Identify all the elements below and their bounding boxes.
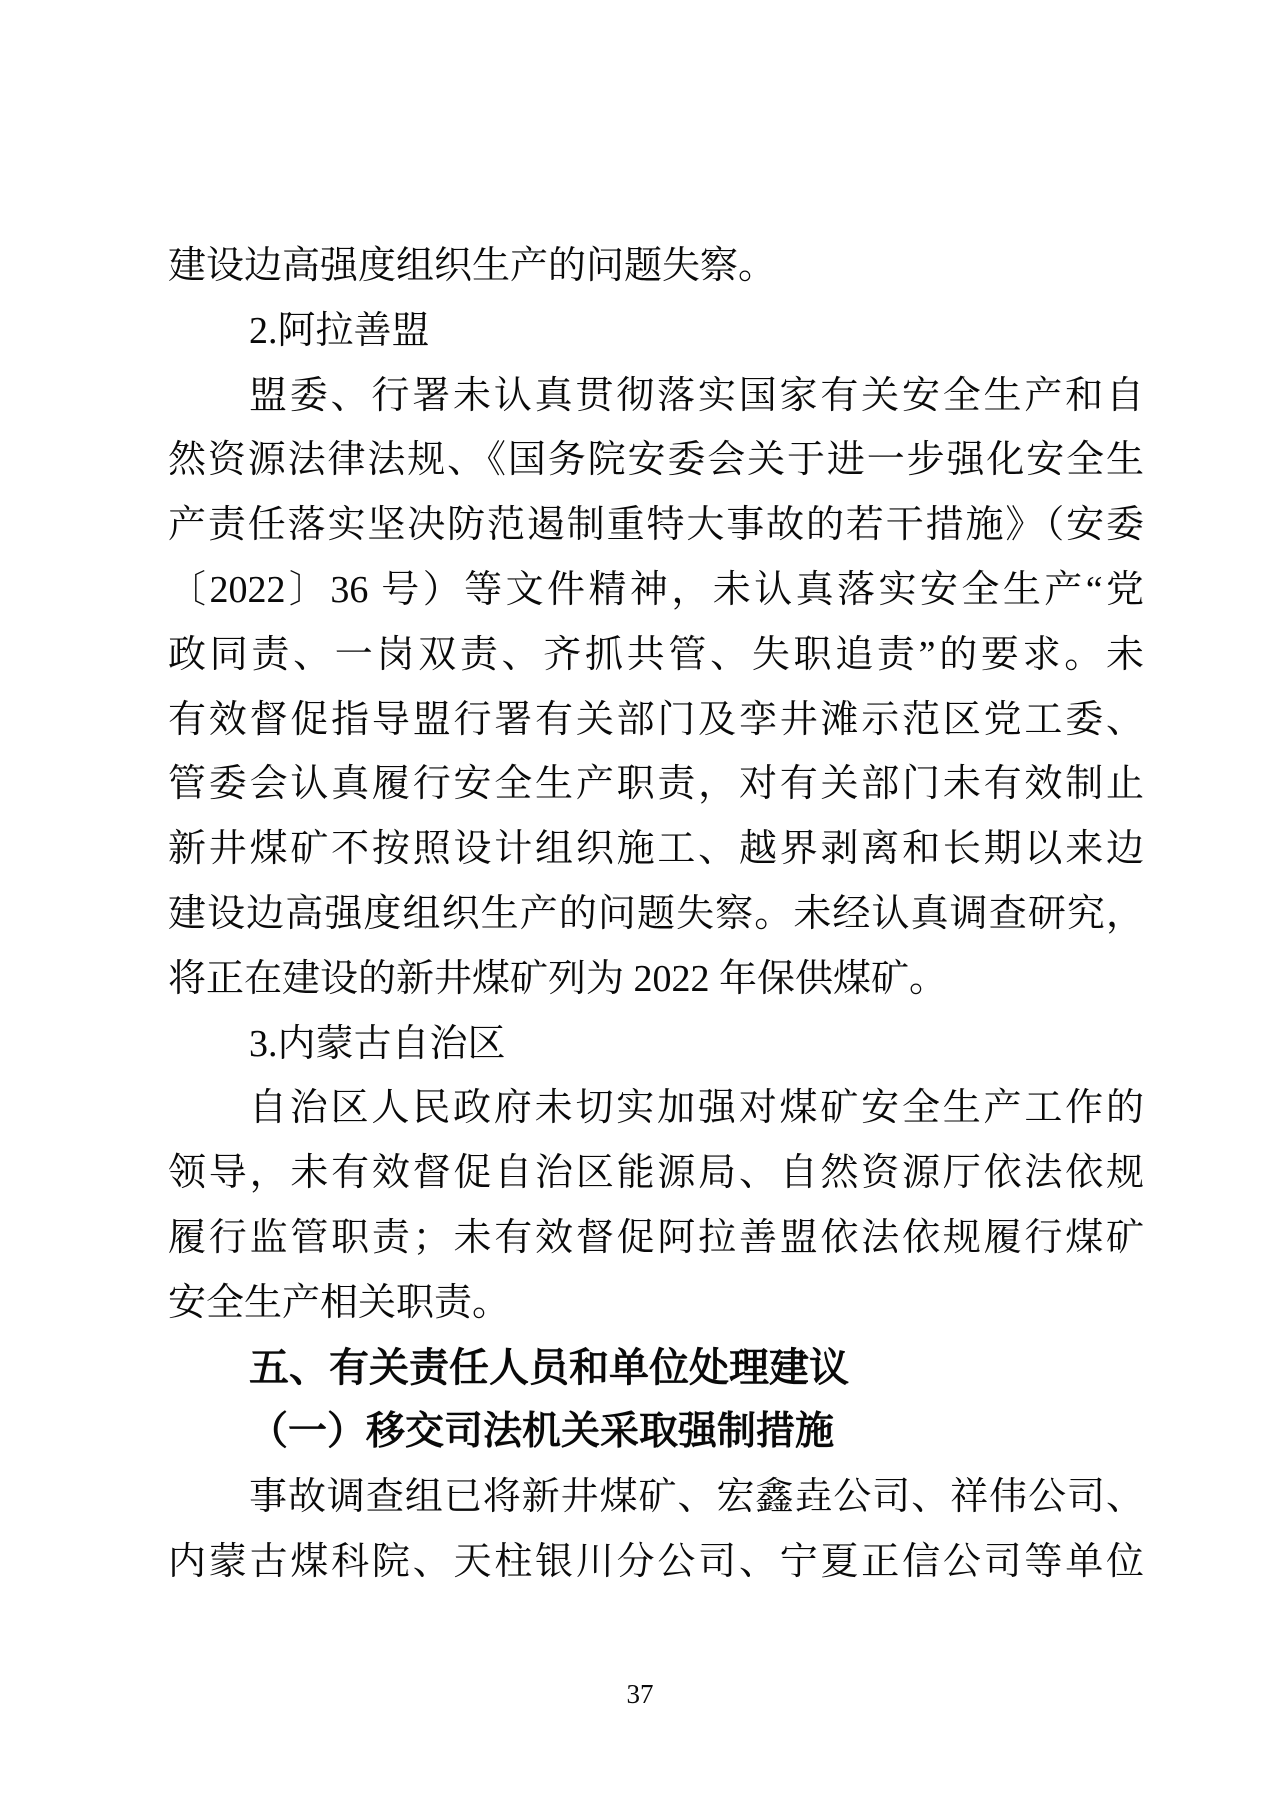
body-line: 政同责、一岗双责、齐抓共管、失职追责”的要求。未 <box>168 633 1144 676</box>
body-line: 安全生产相关职责。 <box>168 1281 511 1324</box>
page-number: 37 <box>626 1679 654 1709</box>
body-line: 〔2022〕36 号）等文件精神，未认真落实安全生产“党 <box>168 568 1144 611</box>
body-line: 将正在建设的新井煤矿列为 2022 年保供煤矿。 <box>168 957 948 1000</box>
body-line: 内蒙古煤科院、天柱银川分公司、宁夏正信公司等单位 <box>168 1540 1144 1583</box>
body-line: 有效督促指导盟行署有关部门及孪井滩示范区党工委、 <box>168 698 1144 741</box>
subsection-heading: （一）移交司法机关采取强制措施 <box>249 1410 835 1454</box>
body-line: 新井煤矿不按照设计组织施工、越界剥离和长期以来边 <box>168 828 1144 871</box>
body-line: 然资源法律法规、《国务院安委会关于进一步强化安全生 <box>168 439 1144 482</box>
body-line: 建设边高强度组织生产的问题失察。未经认真调查研究， <box>168 892 1144 935</box>
body-line: 履行监管职责；未有效督促阿拉善盟依法依规履行煤矿 <box>168 1216 1144 1259</box>
body-line: 事故调查组已将新井煤矿、宏鑫垚公司、祥伟公司、 <box>249 1476 1144 1519</box>
body-line: 盟委、行署未认真贯彻落实国家有关安全生产和自 <box>249 374 1144 417</box>
body-line: 管委会认真履行安全生产职责，对有关部门未有效制止 <box>168 763 1144 806</box>
text-block <box>168 234 1144 1595</box>
section-heading: 五、有关责任人员和单位处理建议 <box>249 1345 849 1390</box>
numbered-item-heading: 3.内蒙古自治区 <box>249 1022 506 1065</box>
body-line: 领导，未有效督促自治区能源局、自然资源厅依法依规 <box>168 1152 1144 1195</box>
body-line: 建设边高强度组织生产的问题失察。 <box>168 245 777 287</box>
body-line: 自治区人民政府未切实加强对煤矿安全生产工作的 <box>249 1087 1144 1130</box>
numbered-item-heading: 2.阿拉善盟 <box>249 309 430 352</box>
body-line: 产责任落实坚决防范遏制重特大事故的若干措施》（安委 <box>168 504 1144 547</box>
